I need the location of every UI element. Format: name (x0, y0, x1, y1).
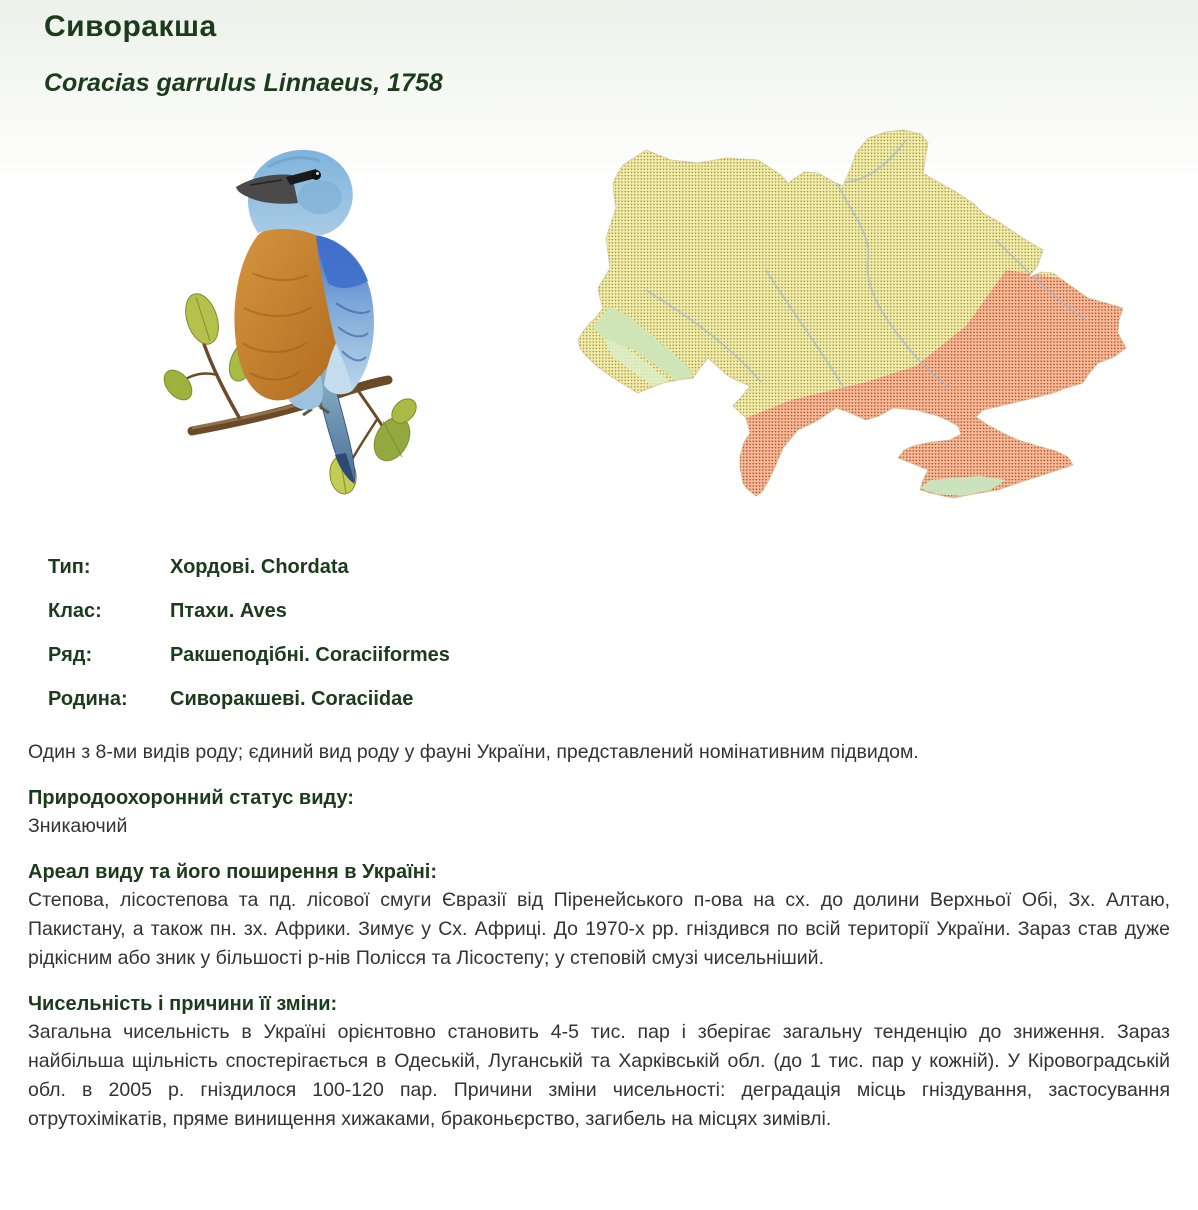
bird-illustration-svg (140, 123, 440, 503)
taxonomy-value: Птахи. Aves (170, 600, 287, 622)
page-title: Сиворакша (44, 10, 217, 43)
taxonomy-label: Родина: (48, 688, 128, 710)
section-text: Зникаючий (28, 815, 128, 837)
taxonomy-label: Клас: (48, 600, 102, 622)
intro-paragraph: Один з 8-ми видів роду; єдиний вид роду у фауні України, представлений номінативним підвидом. (28, 741, 919, 763)
taxonomy-row (48, 644, 450, 688)
taxonomy-row (48, 556, 450, 600)
taxonomy-value: Ракшеподібні. Coraciiformes (170, 644, 450, 666)
section-status (28, 787, 1170, 841)
section-heading: Ареал виду та його поширення в Україні: (28, 861, 437, 883)
section-numbers (28, 993, 1170, 1134)
taxonomy-value: Хордові. Chordata (170, 556, 349, 578)
latin-name: Coracias garrulus Linnaeus, 1758 (44, 69, 443, 97)
section-text: Степова, лісостепова та пд. лісової смуги Євразії від Піренейського п-ова на сх. до долини Верхньої Обі, Зх. Алтаю, Пакистану, а також пн. зх. Африки. Зимує у Сх. Африці. До 1970-х рр. гніздився по всій території України. Зараз став дуже рідкісним або зник у більшості р-нів Полісся та Лісостепу; у степовій смузі чисельніший. (28, 889, 1170, 969)
taxonomy-row (48, 600, 450, 644)
bird-illustration (140, 123, 440, 503)
distribution-map-svg (576, 120, 1136, 510)
distribution-map (576, 120, 1136, 510)
taxonomy-value: Сиворакшеві. Coraciidae (170, 688, 414, 710)
section-heading: Чисельність і причини її зміни: (28, 993, 338, 1015)
section-range (28, 861, 1170, 973)
species-page (0, 10, 1198, 1134)
taxonomy-table (48, 556, 450, 732)
section-text: Загальна чисельність в Україні орієнтовно становить 4-5 тис. пар і зберігає загальну тенденцію до зниження. Зараз найбільша щільність спостерігається в Одеській, Луганській та Харківській обл. (до 1 тис. пар у кожній). У Кіровоградській обл. в 2005 р. гніздилося 100-120 пар. Причини зміни чисельності: деградація місць гніздування, застосування отрутохімікатів, пряме винищення хижаками, браконьєрство, загибель на місцях зимівлі. (28, 1021, 1170, 1130)
taxonomy-label: Тип: (48, 556, 91, 578)
taxonomy-row (48, 688, 450, 732)
taxonomy-label: Ряд: (48, 644, 93, 666)
section-heading: Природоохоронний статус виду: (28, 787, 354, 809)
figures-row (28, 118, 1170, 508)
